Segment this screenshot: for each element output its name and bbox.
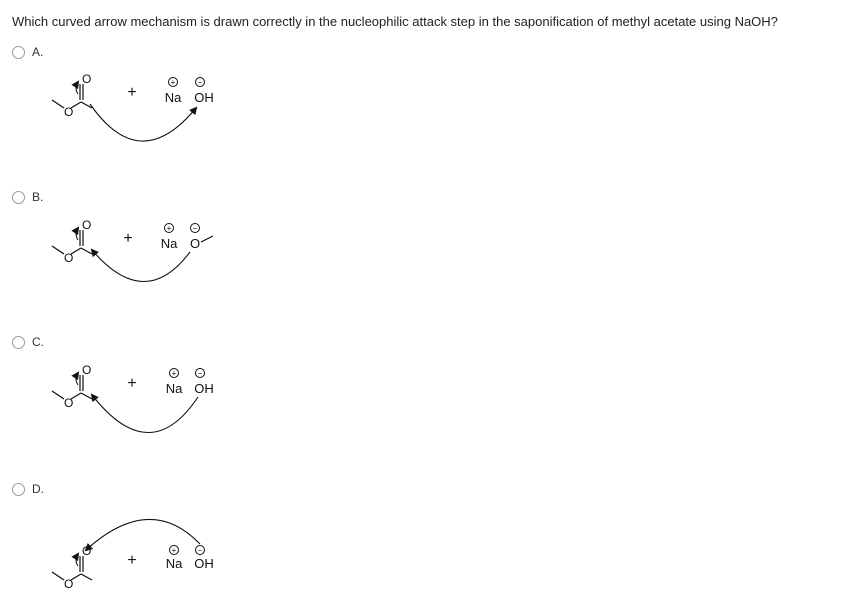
option-a-radio[interactable] bbox=[12, 46, 25, 59]
sodium-cation: Na bbox=[160, 236, 178, 251]
anion-charge: − bbox=[197, 546, 203, 555]
sodium-cation: Na bbox=[165, 556, 183, 571]
pi-bond-arrow bbox=[76, 554, 78, 566]
option-b-label: B. bbox=[32, 190, 44, 204]
option-b-radio[interactable] bbox=[12, 191, 25, 204]
question-text: Which curved arrow mechanism is drawn correctly in the nucleophilic attack step in the saponification of methyl acetate using NaOH? bbox=[12, 14, 778, 29]
curved-arrow bbox=[90, 104, 196, 141]
pi-bond-arrow bbox=[76, 373, 78, 385]
option-c-mechanism bbox=[40, 357, 240, 437]
ester-oxygen: O bbox=[64, 105, 74, 119]
cation-charge: + bbox=[166, 224, 172, 233]
curved-arrow bbox=[92, 250, 190, 282]
anion-charge: − bbox=[197, 78, 203, 87]
plus-sign: + bbox=[127, 552, 137, 569]
plus-sign: + bbox=[123, 230, 133, 247]
ester-oxygen: O bbox=[64, 577, 74, 591]
carbonyl-oxygen: O bbox=[82, 218, 92, 232]
plus-sign: + bbox=[127, 84, 137, 101]
curved-arrow bbox=[86, 519, 200, 550]
anion-charge: − bbox=[197, 369, 203, 378]
option-d-radio[interactable] bbox=[12, 483, 25, 496]
option-b-mechanism bbox=[40, 212, 240, 292]
cation-charge: + bbox=[170, 78, 176, 87]
cation-charge: + bbox=[171, 369, 177, 378]
option-a-label: A. bbox=[32, 45, 44, 59]
plus-sign: + bbox=[127, 375, 137, 392]
curved-arrow bbox=[92, 395, 198, 433]
option-c-radio[interactable] bbox=[12, 336, 25, 349]
ester-oxygen: O bbox=[64, 396, 74, 410]
pi-bond-arrow bbox=[76, 228, 78, 240]
hydroxide-anion: OH bbox=[194, 90, 214, 105]
carbonyl-oxygen: O bbox=[82, 544, 92, 558]
hydroxide-anion: OH bbox=[194, 556, 214, 571]
sodium-cation: Na bbox=[165, 381, 183, 396]
hydroxide-anion: OH bbox=[194, 381, 214, 396]
methoxide-methyl-bond bbox=[201, 236, 213, 242]
sodium-cation: Na bbox=[164, 90, 182, 105]
cation-charge: + bbox=[171, 546, 177, 555]
methyl-bond bbox=[52, 100, 64, 108]
carbonyl-oxygen: O bbox=[82, 72, 92, 86]
option-c-label: C. bbox=[32, 335, 44, 349]
methoxide-anion: O bbox=[189, 236, 201, 251]
carbonyl-oxygen: O bbox=[82, 363, 92, 377]
option-a-mechanism bbox=[40, 66, 240, 146]
pi-bond-arrow bbox=[76, 82, 78, 94]
anion-charge: − bbox=[192, 224, 198, 233]
option-d-mechanism bbox=[40, 510, 240, 596]
option-d-label: D. bbox=[32, 482, 44, 496]
ester-oxygen: O bbox=[64, 251, 74, 265]
